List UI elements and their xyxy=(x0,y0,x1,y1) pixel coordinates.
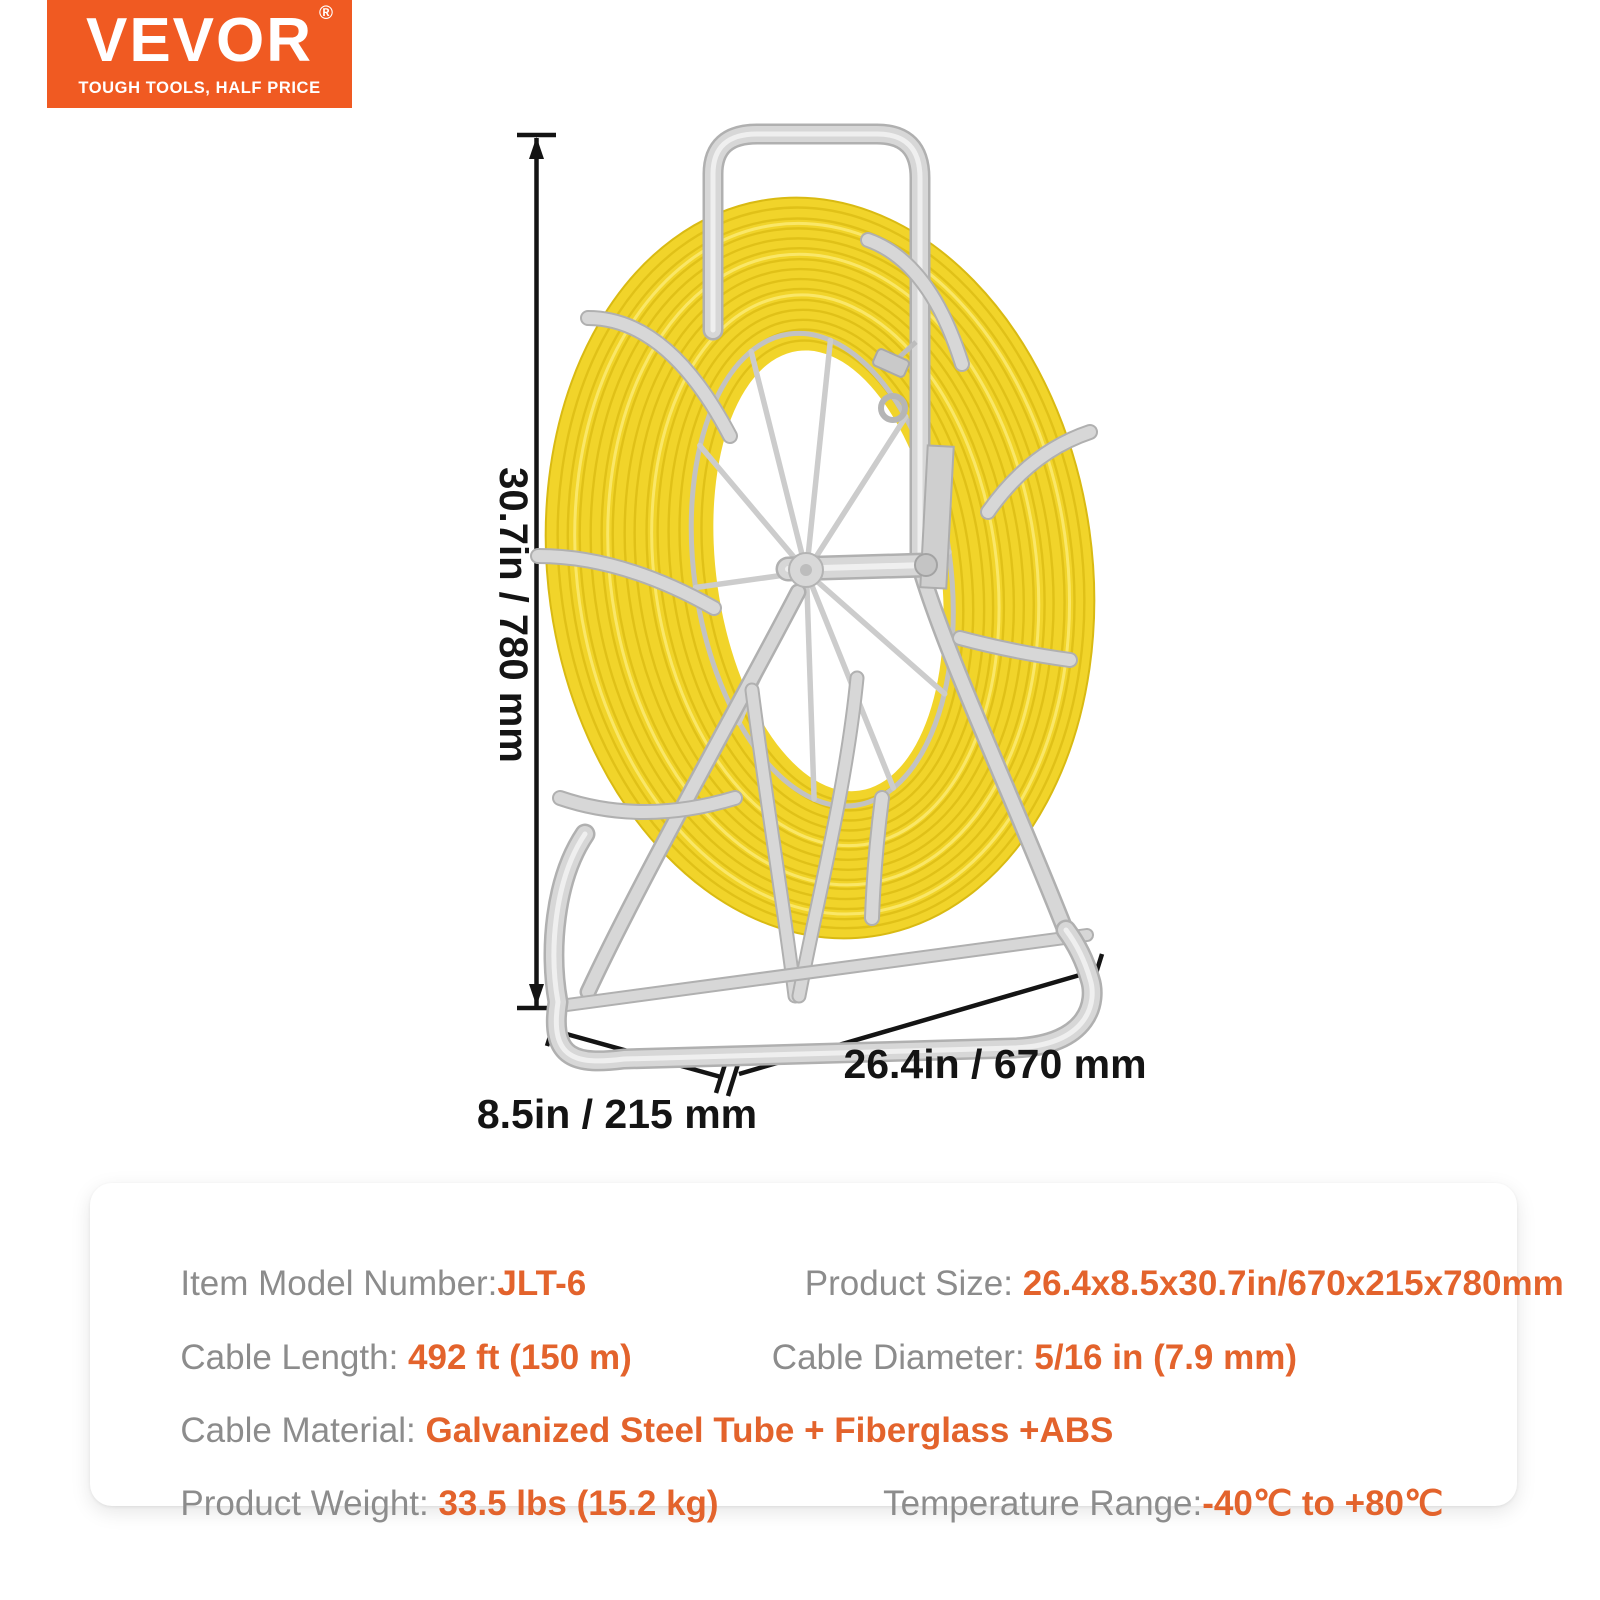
spec-value: 492 ft (150 m) xyxy=(408,1338,632,1377)
spec-value: JLT-6 xyxy=(497,1264,587,1303)
spec-value: Galvanized Steel Tube + Fiberglass +ABS xyxy=(425,1411,1114,1450)
spec-col2 xyxy=(806,1432,1443,1576)
dim-width-label: 26.4in / 670 mm xyxy=(843,1041,1147,1087)
arm-bolt xyxy=(915,554,937,576)
spec-label: Temperature Range: xyxy=(883,1484,1203,1523)
spec-row xyxy=(122,1286,1497,1377)
spec-label: Cable Material: xyxy=(180,1411,426,1450)
spec-value: -40℃ to +80℃ xyxy=(1202,1484,1444,1523)
spec-card xyxy=(90,1183,1564,1523)
spec-label: Cable Diameter: xyxy=(771,1338,1035,1377)
spec-row xyxy=(122,1212,1564,1303)
dim-depth-label: 8.5in / 215 mm xyxy=(476,1091,758,1137)
dim-height-label: 30.7in / 780 mm xyxy=(491,467,535,763)
spec-value: 33.5 lbs (15.2 kg) xyxy=(438,1484,719,1523)
spec-label: Item Model Number: xyxy=(180,1264,498,1303)
logo-tagline: TOUGH TOOLS, HALF PRICE xyxy=(78,79,321,97)
spec-label: Cable Length: xyxy=(180,1338,409,1377)
brand-name: VEVOR xyxy=(85,6,314,75)
spec-row xyxy=(122,1359,1497,1450)
registered-mark: ® xyxy=(319,3,336,24)
spec-row xyxy=(122,1432,1497,1523)
spec-value: 5/16 in (7.9 mm) xyxy=(1034,1338,1298,1377)
spec-label: Product Size: xyxy=(804,1264,1023,1303)
spec-value: 26.4x8.5x30.7in/670x215x780mm xyxy=(1022,1264,1564,1303)
spec-label: Product Weight: xyxy=(180,1484,439,1523)
